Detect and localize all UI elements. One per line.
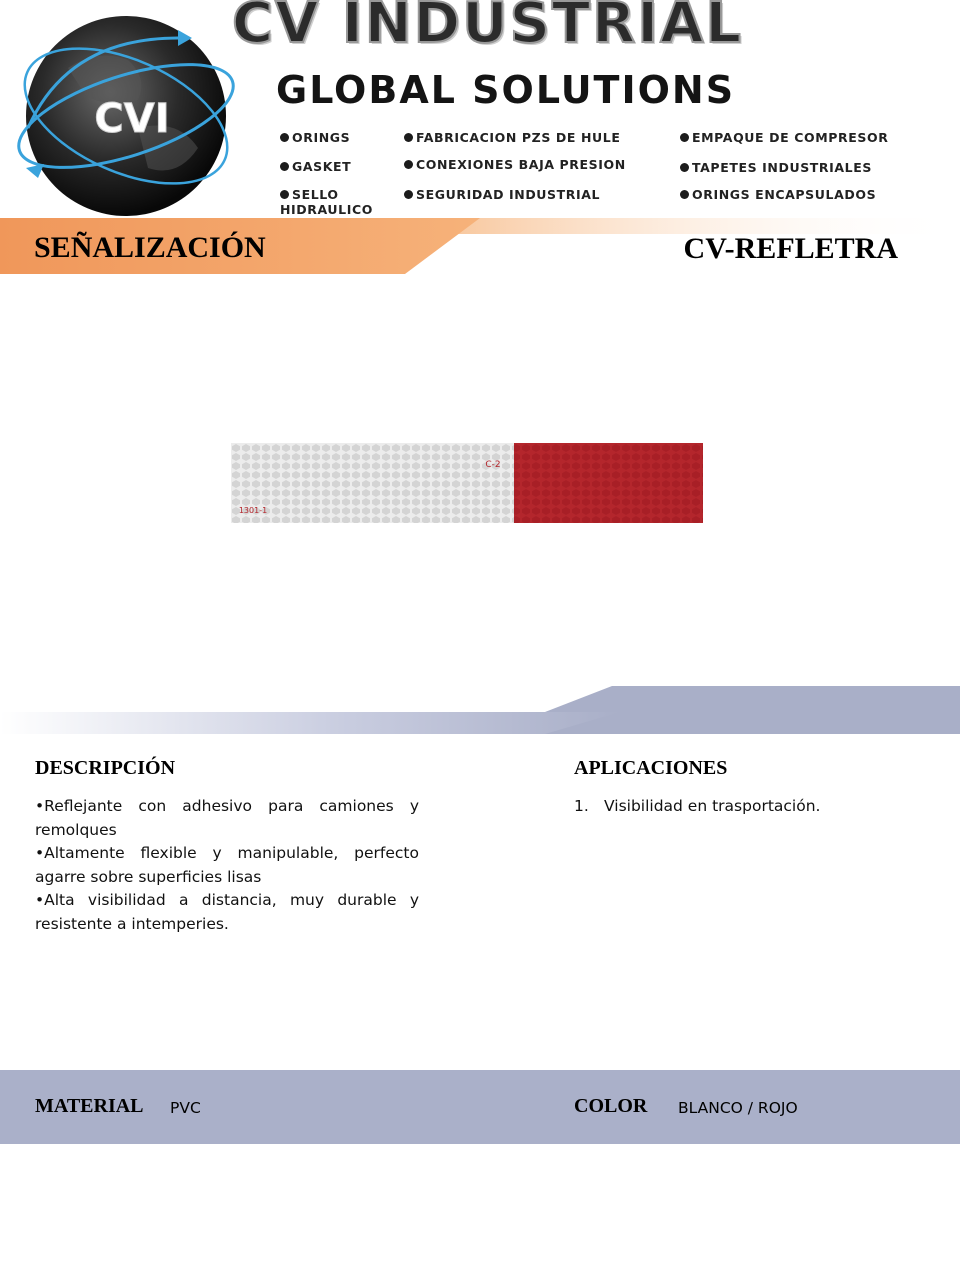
red-reflective-segment bbox=[514, 443, 703, 523]
product-code: CV-REFLETRA bbox=[683, 232, 898, 265]
bullet-icon bbox=[280, 190, 289, 199]
company-logo bbox=[8, 8, 248, 220]
description-item: •Reflejante con adhesivo para camiones y remolques bbox=[35, 797, 419, 839]
color-value: BLANCO / ROJO bbox=[678, 1099, 798, 1117]
logo-text: CVI bbox=[94, 96, 170, 142]
bullet-icon bbox=[280, 162, 289, 171]
description-item: •Alta visibilidad a distancia, muy durable y resistente a intemperies. bbox=[35, 891, 419, 933]
service-item: ORINGS bbox=[280, 130, 350, 145]
material-value: PVC bbox=[170, 1099, 201, 1117]
bullet-icon bbox=[680, 133, 689, 142]
product-marking: C-2 bbox=[485, 460, 501, 470]
service-item: FABRICACION PZS DE HULE bbox=[404, 130, 620, 145]
bullet-icon bbox=[404, 190, 413, 199]
bullet-icon bbox=[404, 160, 413, 169]
white-reflective-segment bbox=[231, 443, 514, 523]
service-item: TAPETES INDUSTRIALES bbox=[680, 160, 872, 175]
product-serial: 1301-1 bbox=[238, 506, 268, 515]
service-item: CONEXIONES BAJA PRESION bbox=[404, 157, 626, 172]
bullet-icon bbox=[680, 190, 689, 199]
service-item: SEGURIDAD INDUSTRIAL bbox=[404, 187, 600, 202]
description-item: •Altamente flexible y manipulable, perfecto agarre sobre superficies lisas bbox=[35, 844, 419, 886]
specs-band bbox=[0, 1070, 960, 1144]
application-text: Visibilidad en trasportación. bbox=[604, 797, 821, 815]
color-label: COLOR bbox=[574, 1095, 648, 1117]
separator-band bbox=[0, 686, 960, 734]
applications-list bbox=[574, 795, 914, 819]
description-heading: DESCRIPCIÓN bbox=[35, 757, 176, 779]
bullet-icon bbox=[280, 133, 289, 142]
service-item: SELLO HIDRAULICO bbox=[280, 187, 373, 217]
application-item bbox=[574, 795, 914, 819]
company-name: CV INDUSTRIAL bbox=[232, 0, 744, 56]
company-tagline: GLOBAL SOLUTIONS bbox=[276, 68, 736, 112]
bullet-icon bbox=[404, 133, 413, 142]
material-label: MATERIAL bbox=[35, 1095, 144, 1117]
service-item: EMPAQUE DE COMPRESOR bbox=[680, 130, 888, 145]
service-item: ORINGS ENCAPSULADOS bbox=[680, 187, 876, 202]
service-item: GASKET bbox=[280, 159, 351, 174]
applications-heading: APLICACIONES bbox=[574, 757, 728, 779]
bullet-icon bbox=[680, 163, 689, 172]
application-number: 1. bbox=[574, 797, 589, 815]
description-list bbox=[35, 795, 419, 936]
category-title: SEÑALIZACIÓN bbox=[34, 231, 266, 264]
product-image bbox=[231, 443, 703, 523]
